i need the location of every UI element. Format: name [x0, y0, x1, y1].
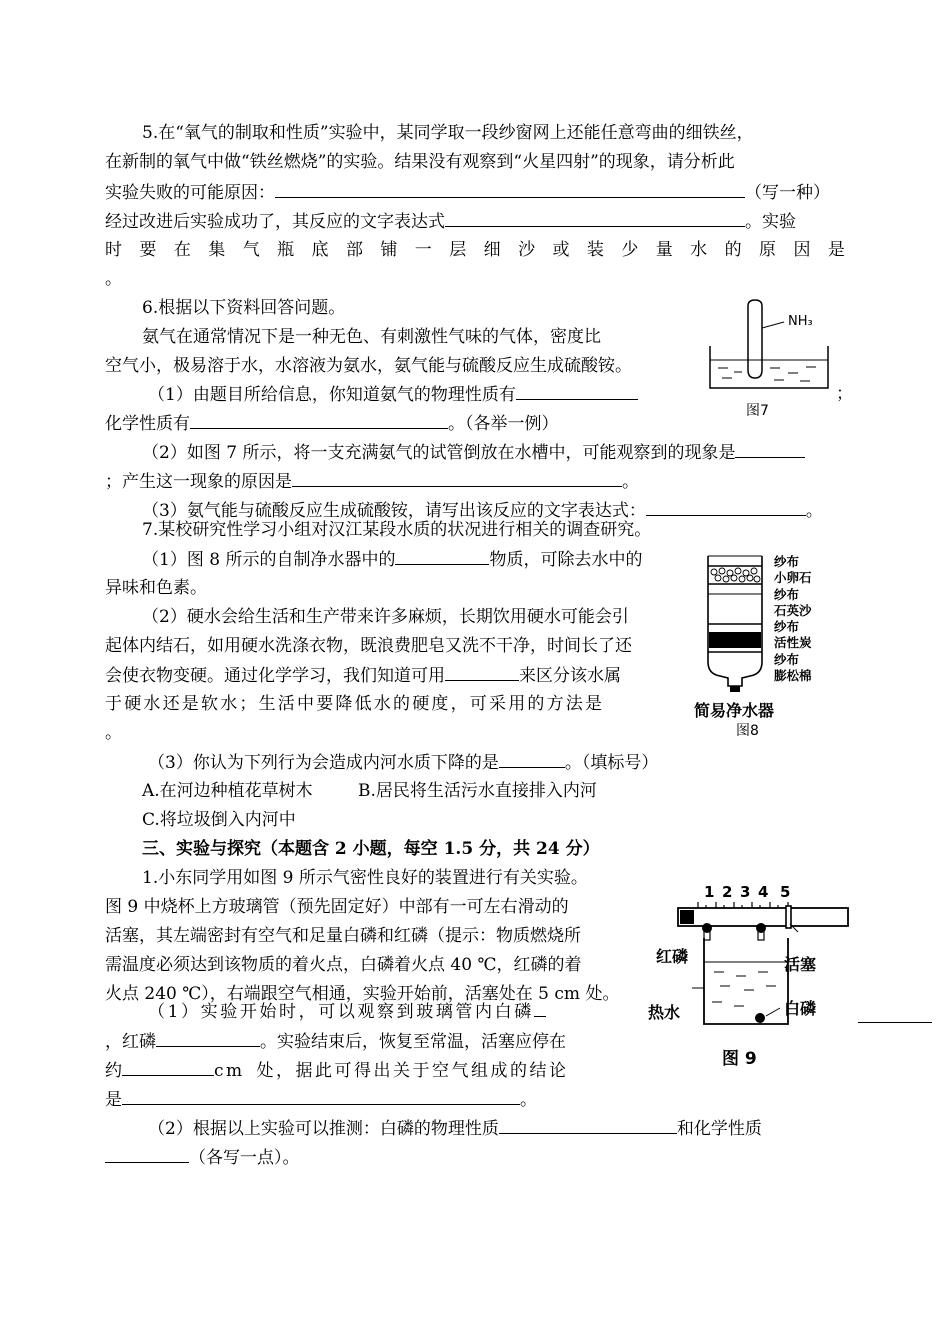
q7-answer-blank-substance[interactable]: [395, 548, 489, 565]
p1-line-2: 图 9 中烧杯上方玻璃管（预先固定好）中部有一可左右滑动的: [105, 897, 569, 917]
q7-option-b: B.居民将生活污水直接排入内河: [358, 781, 597, 801]
q5-line-5-char: 一: [414, 240, 432, 260]
p1-line-7: ，红磷 。实验结束后，恢复至常温，活塞应停在: [105, 1032, 566, 1052]
p1-answer-blank-conclusion[interactable]: [122, 1088, 520, 1105]
q6-line-1: 6.根据以下资料回答问题。: [142, 298, 346, 318]
q5-line-5-char: 时: [105, 240, 122, 260]
q5-line-5-char: 细: [483, 240, 501, 260]
q5-line-6: 。: [105, 269, 122, 289]
figure-8-caption: 图8: [736, 723, 759, 739]
q5-line-5-char: 因: [793, 240, 811, 260]
figure-8-title: 简易净水器: [694, 701, 775, 720]
p1-answer-blank-white-end[interactable]: [858, 1006, 932, 1023]
figure-7-nh3-label: NH₃: [788, 314, 813, 329]
q5-line-5-char: 底: [311, 240, 329, 260]
p1-answer-blank-position[interactable]: [122, 1059, 214, 1076]
q5-line-5-char: 原: [759, 240, 777, 260]
q7-line-8: 。: [105, 723, 122, 743]
layer-label-quartz-sand: 石英沙: [774, 602, 812, 618]
figure-8-water-purifier: [700, 552, 770, 702]
scale-tick-1: 1: [704, 883, 715, 901]
q7-line-6: 会使衣物变硬。通过化学学习，我们知道可用 来区分该水属: [105, 666, 621, 686]
layer-label-cotton: 膨松棉: [774, 668, 812, 684]
layer-label-activated-carbon: 活性炭: [774, 635, 812, 651]
q7-answer-blank-option[interactable]: [499, 751, 565, 768]
p1-line-5: 火点 240 ℃），右端跟空气相通，实验开始前，活塞处在 5 cm 处。: [105, 984, 620, 1004]
q5-line-1: 5.在“氧气的制取和性质”实验中，某同学取一段纱窗网上还能任意弯曲的细铁丝，: [142, 123, 754, 143]
scale-tick-5: 5: [780, 883, 791, 901]
p1-line-3: 活塞，其左端密封有空气和足量白磷和红磷（提示：物质燃烧所: [105, 926, 581, 946]
q7-line-9: （3）你认为下列行为会造成内河水质下降的是 。（填标号）: [148, 753, 659, 773]
q5-line-2: 在新制的氧气中做“铁丝燃烧”的实验。结果没有观察到“火星四射”的现象，请分析此: [105, 152, 735, 172]
q6-line-3: 空气小，极易溶于水，水溶液为氨水，氨气能与硫酸反应生成硫酸铵。: [105, 356, 632, 376]
p1-line-10: （2）根据以上实验可以推测：白磷的物理性质 和化学性质: [148, 1119, 762, 1139]
q5-line-5-char: 集: [208, 240, 226, 260]
figure-9-apparatus: [640, 880, 855, 1070]
q7-line-5: 起体内结石，如用硬水洗涤衣物，既浪费肥皂又洗不干净，时间长了还: [105, 636, 632, 656]
q5-line-5-char: 层: [449, 240, 467, 260]
p1-line-11: （各写一点）。: [105, 1146, 300, 1169]
p1-answer-blank-chemical[interactable]: [105, 1146, 189, 1163]
q7-answer-blank-reagent[interactable]: [445, 664, 519, 681]
q7-line-4: （2）硬水会给生活和生产带来许多麻烦，长期饮用硬水可能会引: [142, 607, 629, 627]
q5-line-3: 实验失败的可能原因： （写一种）: [105, 183, 830, 203]
q7-option-c: C.将垃圾倒入内河中: [142, 810, 296, 830]
q6-answer-blank-reaction[interactable]: [646, 499, 806, 516]
q7-line-2: （1）图 8 所示的自制净水器中的 物质，可除去水中的: [142, 550, 643, 570]
layer-label-gauze-3: 纱布: [774, 619, 800, 635]
q5-line-5-char: 铺: [380, 240, 398, 260]
scale-tick-2: 2: [722, 883, 733, 901]
q6-answer-blank-chemical[interactable]: [190, 412, 448, 429]
layer-label-gauze-2: 纱布: [774, 586, 800, 602]
q6-answer-blank-cause[interactable]: [292, 470, 622, 487]
q5-line-5-char: 量: [655, 240, 673, 260]
figure-9-label-piston: 活塞: [784, 955, 817, 974]
figure-9-caption: 图 9: [722, 1049, 757, 1069]
p1-answer-blank-red[interactable]: [156, 1030, 260, 1047]
q6-answer-blank-physical[interactable]: [516, 383, 638, 400]
q5-line-5-char: 是: [827, 240, 845, 260]
q5-answer-blank-equation[interactable]: [445, 210, 745, 227]
q5-line-5-char: 沙: [518, 240, 536, 260]
q5-line-5-char: 部: [345, 240, 363, 260]
q6-line-2: 氨气在通常情况下是一种无色、有刺激性气味的气体，密度比: [142, 327, 601, 347]
scale-tick-4: 4: [758, 883, 769, 901]
q5-line-5-char: 的: [724, 240, 742, 260]
p1-line-4: 需温度必须达到该物质的着火点，白磷着火点 40 ℃，红磷的着: [105, 955, 582, 975]
q7-line-3: 异味和色素。: [105, 578, 207, 598]
scale-tick-3: 3: [740, 883, 751, 901]
q5-answer-blank-reason[interactable]: [275, 181, 745, 198]
figure-8-layer-labels: [774, 554, 812, 684]
p1-line-8: 约 cm 处，据此可得出关于空气组成的结论: [105, 1061, 569, 1081]
q6-line-4-end: ；: [836, 384, 853, 404]
figure-7-caption: 图7: [746, 403, 769, 419]
p1-answer-blank-physical[interactable]: [499, 1117, 677, 1134]
layer-label-gauze-4: 纱布: [774, 651, 800, 667]
q7-option-a: A.在河边种植花草树木: [142, 781, 313, 801]
p1-line-1: 1.小东同学用如图 9 所示气密性良好的装置进行有关实验。: [142, 868, 588, 888]
q7-line-1: 7.某校研究性学习小组对汉江某段水质的状况进行相关的调查研究。: [142, 520, 652, 540]
q5-line-4: 经过改进后实验成功了，其反应的文字表达式 。实验: [105, 212, 796, 232]
q6-answer-blank-phenomenon[interactable]: [735, 441, 805, 458]
q5-line-5-char: 少: [621, 240, 639, 260]
q7-line-7: 于硬水还是软水；生活中要降低水的硬度，可采用的方法是: [105, 694, 605, 714]
layer-label-pebbles: 小卵石: [774, 570, 812, 586]
p1-line-6: （1）实验开始时，可以观察到玻璃管内白磷: [148, 1000, 546, 1023]
layer-label-gauze-1: 纱布: [774, 554, 800, 569]
p1-line-9: 是 。: [105, 1090, 537, 1110]
q6-line-6: （2）如图 7 所示，将一支充满氨气的试管倒放在水槽中，可能观察到的现象是: [142, 441, 805, 464]
figure-7-test-tube: [700, 298, 840, 418]
q5-line-5-char: 或: [552, 240, 570, 260]
figure-9-label-red-phosphorus: 红磷: [656, 947, 689, 966]
q5-line-5-char: 瓶: [277, 240, 295, 260]
figure-9-label-white-phosphorus: 白磷: [784, 999, 817, 1018]
q5-line-5-char: 装: [586, 240, 604, 260]
figure-9-label-hot-water: 热水: [648, 1003, 681, 1022]
q6-line-5: 化学性质有 。（各举一例）: [105, 414, 559, 434]
p1-answer-blank-white-start[interactable]: [534, 1000, 546, 1017]
q5-line-5: [105, 239, 845, 261]
q5-line-5-char: 在: [173, 240, 191, 260]
q6-line-4: （1）由题目所给信息，你知道氨气的物理性质有: [148, 383, 638, 406]
q6-line-7: ；产生这一现象的原因是 。: [105, 472, 639, 492]
q5-line-5-char: 水: [690, 240, 708, 260]
q5-line-5-char: 要: [139, 240, 157, 260]
section-3-title: 三、实验与探究（本题含 2 小题，每空 1.5 分，共 24 分）: [142, 839, 600, 859]
q6-line-8: （3）氨气能与硫酸反应生成硫酸铵，请写出该反应的文字表达式： 。: [142, 501, 823, 521]
q5-line-5-char: 气: [242, 240, 260, 260]
